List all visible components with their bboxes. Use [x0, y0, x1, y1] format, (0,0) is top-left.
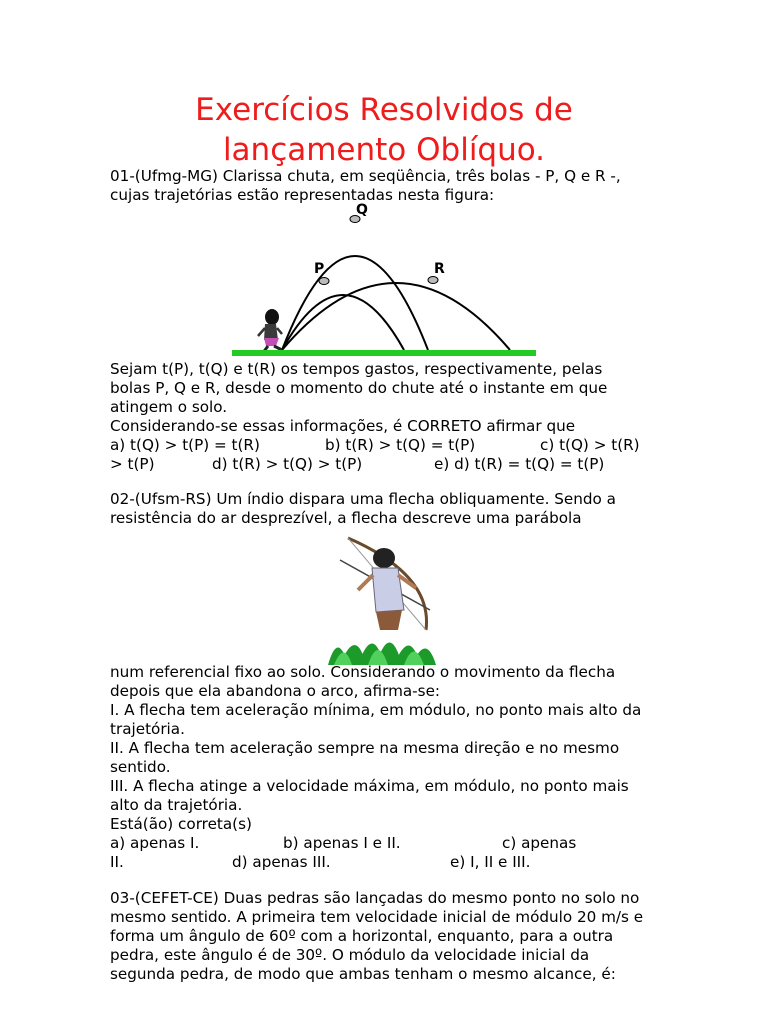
q1-options-row-2 — [110, 455, 670, 474]
label-p: P — [314, 261, 325, 277]
trajectory-q — [282, 256, 428, 350]
q2-option-a: a) apenas I. — [110, 834, 200, 852]
q2-after-7: III. A flecha atinge a velocidade máxima, em módulo, no ponto mais — [110, 777, 629, 795]
q2-after-6: sentido. — [110, 758, 171, 776]
q1-option-d: d) t(R) > t(Q) > t(P) — [212, 455, 363, 473]
q1-option-a: a) t(Q) > t(P) = t(R) — [110, 436, 260, 454]
q2-option-c: c) apenas — [502, 834, 577, 852]
label-r: R — [434, 261, 445, 277]
q2-option-e: e) I, II e III. — [450, 853, 531, 871]
q1-option-c-cont: > t(P) — [110, 455, 155, 473]
label-q: Q — [356, 202, 368, 218]
title-line-2: lançamento Oblíquo. — [222, 132, 546, 168]
archer-legs — [376, 610, 402, 630]
q2-option-c-cont: II. — [110, 853, 124, 871]
q1-after-1: Sejam t(P), t(Q) e t(R) os tempos gastos, respectivamente, pelas — [110, 360, 603, 378]
q2-options-row-2 — [110, 853, 670, 872]
indian-archer-figure — [318, 530, 448, 665]
girl-kicking-figure — [258, 309, 282, 354]
q1-line-2: cujas trajetórias estão representadas nesta figura: — [110, 186, 495, 204]
q2-after-1: num referencial fixo ao solo. Considerando o movimento da flecha — [110, 663, 616, 681]
ball-r — [428, 277, 438, 284]
q1-option-c: c) t(Q) > t(R) — [540, 436, 640, 454]
ground-line — [232, 350, 536, 356]
question-3 — [110, 889, 670, 984]
q3-line-1: 03-(CEFET-CE) Duas pedras são lançadas do mesmo ponto no solo no — [110, 889, 640, 907]
q3-line-4: pedra, este ângulo é de 30º. O módulo da velocidade inicial da — [110, 946, 590, 964]
q1-after-3: atingem o solo. — [110, 398, 228, 416]
q2-line-2: resistência do ar desprezível, a flecha descreve uma parábola — [110, 509, 582, 527]
q2-option-d: d) apenas III. — [232, 853, 331, 871]
q1-line-1: 01-(Ufmg-MG) Clarissa chuta, em seqüência, três bolas - P, Q e R -, — [110, 167, 621, 185]
ball-trajectories-figure — [232, 200, 538, 360]
q2-after-4: trajetória. — [110, 720, 185, 738]
title-line-1: Exercícios Resolvidos de — [195, 92, 573, 128]
question-2-intro — [110, 490, 670, 528]
q2-after-5: II. A flecha tem aceleração sempre na mesma direção e no mesmo — [110, 739, 620, 757]
q1-options-row-1 — [110, 436, 670, 455]
question-2-body — [110, 663, 670, 872]
q3-line-5: segunda pedra, de modo que ambas tenham o mesmo alcance, é: — [110, 965, 616, 983]
q2-after-2: depois que ela abandona o arco, afirma-se: — [110, 682, 441, 700]
trajectory-p — [282, 295, 404, 350]
ball-p — [319, 278, 329, 285]
q3-line-3: forma um ângulo de 60º com a horizontal, enquanto, para a outra — [110, 927, 614, 945]
q2-options-row-1 — [110, 834, 670, 853]
q2-line-1: 02-(Ufsm-RS) Um índio dispara uma flecha obliquamente. Sendo a — [110, 490, 616, 508]
q1-option-e: e) d) t(R) = t(Q) = t(P) — [434, 455, 605, 473]
archer-head — [373, 548, 395, 568]
trajectory-r — [282, 283, 510, 350]
q1-option-b: b) t(R) > t(Q) = t(P) — [325, 436, 476, 454]
q3-line-2: mesmo sentido. A primeira tem velocidade inicial de módulo 20 m/s e — [110, 908, 644, 926]
page-title — [0, 90, 768, 170]
q1-after-2: bolas P, Q e R, desde o momento do chute até o instante em que — [110, 379, 608, 397]
question-1-body — [110, 360, 670, 474]
q2-after-8: alto da trajetória. — [110, 796, 243, 814]
q2-after-3: I. A flecha tem aceleração mínima, em módulo, no ponto mais alto da — [110, 701, 642, 719]
q1-after-4: Considerando-se essas informações, é CORRETO afirmar que — [110, 417, 576, 435]
q2-option-b: b) apenas I e II. — [283, 834, 401, 852]
q2-after-9: Está(ão) correta(s) — [110, 815, 252, 833]
